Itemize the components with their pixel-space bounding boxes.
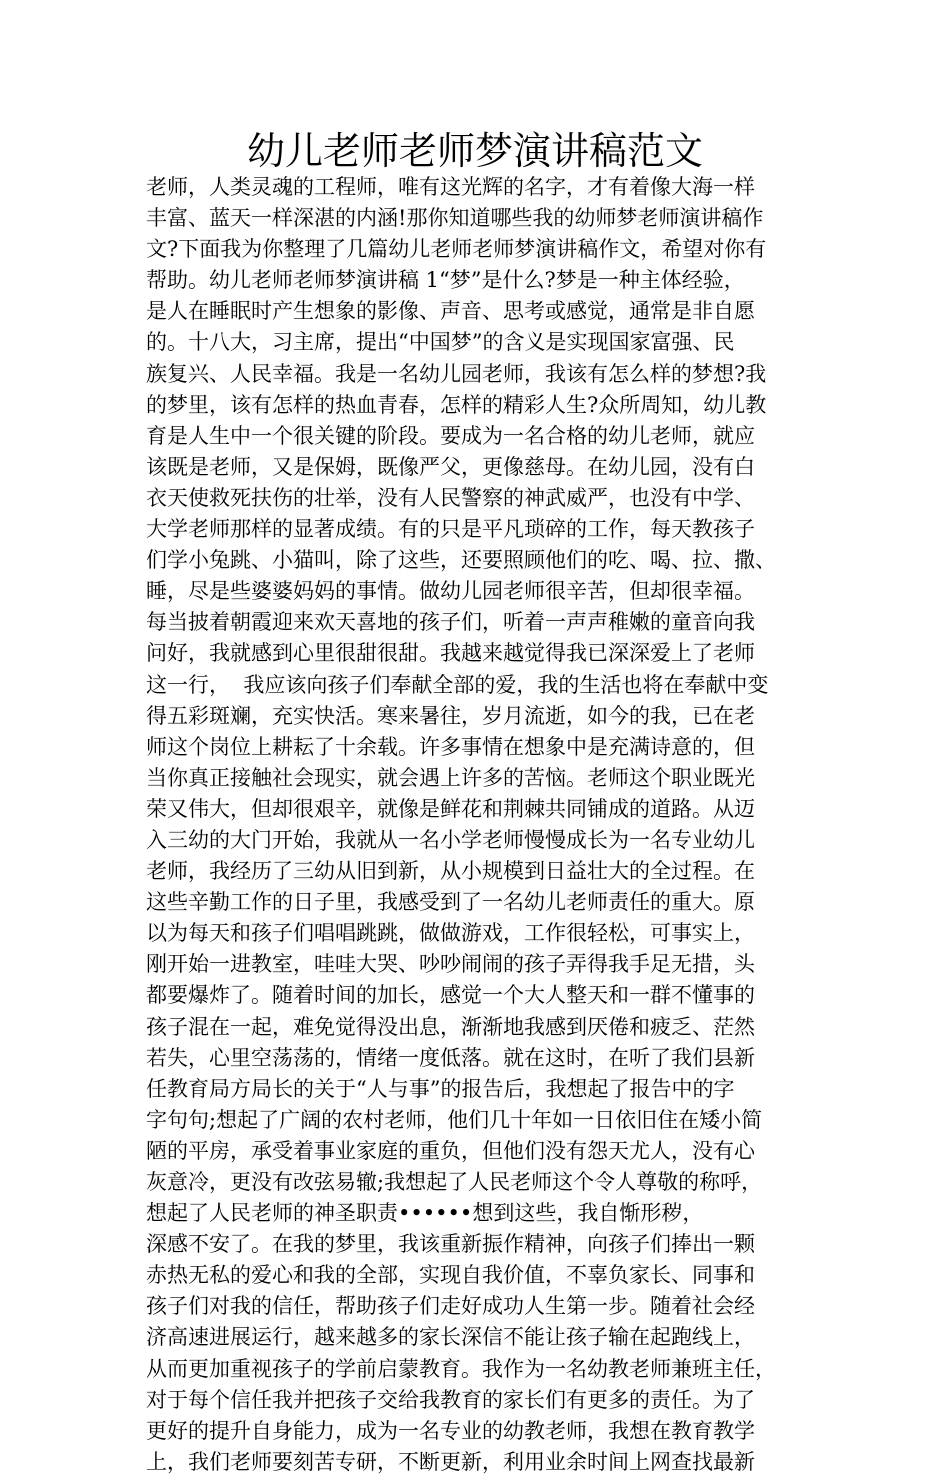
body-text-line: 的梦里，该有怎样的热血青春，怎样的精彩人生?众所周知，幼儿教: [146, 392, 767, 417]
body-text-line: 们学小兔跳、小猫叫，除了这些，还要照顾他们的吃、喝、拉、撒、: [146, 548, 776, 573]
document-title: 幼儿老师老师梦演讲稿范文: [246, 129, 703, 173]
body-text-line: 育是人生中一个很关键的阶段。要成为一名合格的幼儿老师，就应: [146, 423, 755, 448]
body-text-line: 老师，人类灵魂的工程师，唯有这光辉的名字，才有着像大海一样: [146, 175, 755, 199]
body-text-line: 孩子们对我的信任，帮助孩子们走好成功人生第一步。随着社会经: [146, 1294, 755, 1319]
body-text-line: 都要爆炸了。随着时间的加长，感觉一个大人整天和一群不懂事的: [146, 983, 755, 1008]
body-text-line: 对于每个信任我并把孩子交给我教育的家长们有更多的责任。为了: [146, 1387, 755, 1412]
body-text-line: 陋的平房，承受着事业家庭的重负，但他们没有怨天尤人，没有心: [146, 1138, 755, 1163]
body-text-line: 老师，我经历了三幼从旧到新，从小规模到日益壮大的全过程。在: [146, 859, 755, 884]
body-text-line: 当你真正接触社会现实，就会遇上许多的苦恼。老师这个职业既光: [146, 765, 755, 790]
body-text-line: 大学老师那样的显著成绩。有的只是平凡琐碎的工作，每天教孩子: [146, 517, 755, 542]
body-text-line: 荣又伟大，但却很艰辛，就像是鲜花和荆棘共同铺成的道路。从迈: [146, 796, 755, 821]
body-text-line: 入三幼的大门开始，我就从一名小学老师慢慢成长为一名专业幼儿: [146, 827, 755, 852]
body-text-line: 赤热无私的爱心和我的全部，实现自我价值，不辜负家长、同事和: [146, 1263, 755, 1288]
body-text-line: 得五彩斑斓，充实快活。寒来暑往，岁月流逝，如今的我，已在老: [146, 703, 755, 728]
body-text-line: 帮助。幼儿老师老师梦演讲稿 1“梦”是什么?梦是一种主体经验，: [146, 268, 745, 293]
body-text-line: 任教育局方局长的关于“人与事”的报告后，我想起了报告中的字: [146, 1076, 735, 1101]
body-text-line: 从而更加重视孩子的学前启蒙教育。我作为一名幼教老师兼班主任，: [146, 1356, 776, 1381]
body-text-line: 这些辛勤工作的日子里，我感受到了一名幼儿老师责任的重大。原: [146, 890, 755, 915]
body-text-line: 以为每天和孩子们唱唱跳跳，做做游戏，工作很轻松，可事实上，: [146, 921, 755, 946]
body-text-line: 灰意冷，更没有改弦易辙;我想起了人民老师这个令人尊敬的称呼，: [146, 1170, 763, 1194]
body-text-line: 上，我们老师要刻苦专研，不断更新，利用业余时间上网查找最新: [146, 1449, 755, 1474]
body-text-line: 字句句;想起了广阔的农村老师，他们几十年如一日依旧住在矮小简: [146, 1107, 763, 1132]
body-text-line: 丰富、蓝天一样深湛的内涵!那你知道哪些我的幼师梦老师演讲稿作: [146, 206, 764, 231]
body-text-line: 衣天使救死扶伤的壮举，没有人民警察的神武威严，也没有中学、: [146, 485, 755, 510]
body-text-line: 想起了人民老师的神圣职责••••••想到这些，我自惭形秽，: [146, 1201, 704, 1226]
body-text-line: 深感不安了。在我的梦里，我该重新振作精神，向孩子们捧出一颗: [146, 1232, 755, 1257]
document-body: [146, 172, 826, 1478]
body-text-line: 该既是老师，又是保姆，既像严父，更像慈母。在幼儿园，没有白: [146, 454, 755, 479]
body-text-line: 是人在睡眠时产生想象的影像、声音、思考或感觉，通常是非自愿: [146, 299, 755, 324]
body-text-line: 每当披着朝霞迎来欢天喜地的孩子们，听着一声声稚嫩的童音向我: [146, 610, 755, 635]
body-text-line: 这一行， 我应该向孩子们奉献全部的爱，我的生活也将在奉献中变: [146, 672, 769, 697]
body-text-line: 刚开始一进教室，哇哇大哭、吵吵闹闹的孩子弄得我手足无措，头: [146, 952, 755, 977]
body-text-line: 孩子混在一起，难免觉得没出息，渐渐地我感到厌倦和疲乏、茫然: [146, 1014, 755, 1039]
body-text-line: 睡，尽是些婆婆妈妈的事情。做幼儿园老师很辛苦，但却很幸福。: [146, 579, 755, 604]
body-text-line: 若失，心里空荡荡的，情绪一度低落。就在这时，在听了我们县新: [146, 1045, 755, 1070]
body-text-line: 问好，我就感到心里很甜很甜。我越来越觉得我已深深爱上了老师: [146, 641, 755, 666]
body-text-line: 族复兴、人民幸福。我是一名幼儿园老师，我该有怎么样的梦想?我: [146, 361, 767, 386]
body-text-line: 的。十八大，习主席，提出“中国梦”的含义是实现国家富强、民: [146, 330, 735, 355]
body-text-line: 师这个岗位上耕耘了十余载。许多事情在想象中是充满诗意的，但: [146, 734, 755, 759]
body-text-line: 文?下面我为你整理了几篇幼儿老师老师梦演讲稿作文，希望对你有: [146, 237, 767, 262]
body-text-line: 更好的提升自身能力，成为一名专业的幼教老师，我想在教育教学: [146, 1418, 755, 1443]
body-text-line: 济高速进展运行，越来越多的家长深信不能让孩子输在起跑线上，: [146, 1325, 755, 1350]
